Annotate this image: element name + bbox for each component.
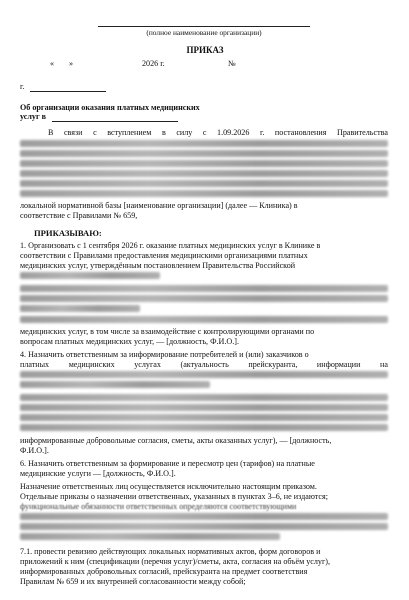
item-4-word: информации bbox=[316, 360, 361, 369]
item-6-line-3: Назначение ответственных лиц осуществляется исключительно настоящим приказом. bbox=[20, 482, 317, 491]
item-5-line-b: Ф.И.О.]. bbox=[20, 446, 49, 455]
item-1-line-3: медицинских услуг, утверждённым постановлением Правительства Российской bbox=[20, 261, 296, 270]
item-7-1-line-3: информированных добровольных согласий, прейскуранта на предмет соответствия bbox=[20, 567, 308, 576]
intro-word: с bbox=[93, 128, 97, 137]
intro-rules: соответствие с Правилами № 659, bbox=[20, 211, 138, 220]
intro-word: с bbox=[202, 128, 207, 137]
intro-word: Правительства bbox=[336, 128, 388, 137]
blurred-text bbox=[20, 272, 160, 279]
item-7-1-line-4: Правилам № 659 и их внутренней согласованности между собой; bbox=[20, 577, 246, 586]
item-3-line-b: вопросам платных медицинских услуг, — [должность, Ф.И.О.]. bbox=[20, 337, 239, 346]
item-7-1-line-2: приложений к ним (спецификации (перечня услуг)/сметы, акта, согласия на объём услуг), bbox=[20, 557, 330, 566]
document-number-sign: № bbox=[228, 59, 236, 68]
org-name-underline bbox=[98, 26, 310, 27]
date-quote-close: » bbox=[69, 59, 74, 68]
item-4-word: платных bbox=[20, 360, 50, 369]
intro-word: постановления bbox=[274, 128, 327, 137]
subject-line-1: Об организации оказания платных медицинских bbox=[20, 103, 200, 112]
item-4-word: прейскуранта, bbox=[248, 360, 298, 369]
item-4-word: услугах bbox=[134, 360, 161, 369]
blurred-text bbox=[20, 180, 388, 187]
document-title: ПРИКАЗ bbox=[186, 45, 224, 55]
intro-word: связи bbox=[63, 128, 83, 137]
blurred-text bbox=[20, 140, 388, 147]
blurred-text bbox=[20, 394, 388, 401]
item-4-word: (актуальность bbox=[180, 360, 229, 369]
item-1-line-1: 1. Организовать с 1 сентября 2026 г. оказание платных медицинских услуг в Клинике в bbox=[20, 241, 321, 250]
intro-word: 1.09.2026 bbox=[217, 128, 250, 137]
item-6-line-1: 6. Назначить ответственным за формирование и пересмотр цен (тарифов) на платные bbox=[20, 459, 315, 468]
blurred-text bbox=[20, 513, 388, 520]
intro-word: в bbox=[161, 128, 166, 137]
date-quote-open: « bbox=[50, 59, 55, 68]
subject-line-2: услуг в bbox=[20, 112, 47, 121]
intro-word: вступлением bbox=[107, 128, 152, 137]
city-underline bbox=[30, 91, 106, 92]
item-1-line-2: соответствии с Правилами предоставления медицинскими организациями платных bbox=[20, 251, 308, 260]
item-4-line-1: 4. Назначить ответственным за информирование потребителей и (или) заказчиков о bbox=[20, 350, 309, 359]
blurred-text bbox=[20, 533, 280, 540]
blurred-text bbox=[20, 305, 140, 312]
item-6-line-2: медицинские услуги — [должность, Ф.И.О.]. bbox=[20, 469, 176, 478]
blurred-text bbox=[20, 371, 388, 378]
item-4-word: на bbox=[380, 360, 388, 369]
blurred-text bbox=[20, 160, 388, 167]
blurred-text bbox=[20, 381, 210, 388]
blurred-text bbox=[20, 404, 388, 411]
item-7-1-line-1: 7.1. провести ревизию действующих локальных нормативных актов, форм договоров и bbox=[20, 547, 321, 556]
item-6-line-4: Отдельные приказы о назначении ответственных, указанных в пунктах 3–6, не издаются; bbox=[20, 492, 328, 501]
blurred-text bbox=[20, 316, 388, 323]
blurred-text bbox=[20, 285, 388, 292]
intro-local-base: локальной нормативной базы [наименование организации] (далее — Клиника) в bbox=[20, 201, 298, 210]
blurred-text bbox=[20, 150, 388, 157]
intro-word: г. bbox=[259, 128, 265, 137]
blurred-text bbox=[20, 295, 388, 302]
document-year: 2026 г. bbox=[142, 59, 165, 68]
intro-word: силу bbox=[176, 128, 193, 137]
blurred-text bbox=[20, 424, 388, 431]
blurred-text bbox=[20, 414, 388, 421]
subject-underline bbox=[52, 121, 178, 122]
intro-word: В bbox=[48, 128, 54, 137]
blurred-text bbox=[20, 170, 388, 177]
item-6-line-5: функциональные обязанности ответственных определяются соответствующими bbox=[20, 502, 297, 511]
city-prefix: г. bbox=[20, 82, 25, 91]
item-4-word: медицинских bbox=[68, 360, 115, 369]
orders-heading: ПРИКАЗЫВАЮ: bbox=[34, 228, 102, 238]
item-5-line-a: информированные добровольные согласия, сметы, акты оказанных услуг), — [должность, bbox=[20, 436, 332, 445]
blurred-text bbox=[20, 523, 388, 530]
org-name-caption: (полное наименование организации) bbox=[146, 28, 262, 37]
intro-line-1 bbox=[48, 128, 388, 138]
blurred-text bbox=[20, 190, 388, 197]
item-4-line-2 bbox=[20, 360, 388, 370]
item-3-line-a: медицинских услуг, в том числе за взаимодействие с контролирующими органами по bbox=[20, 327, 315, 336]
